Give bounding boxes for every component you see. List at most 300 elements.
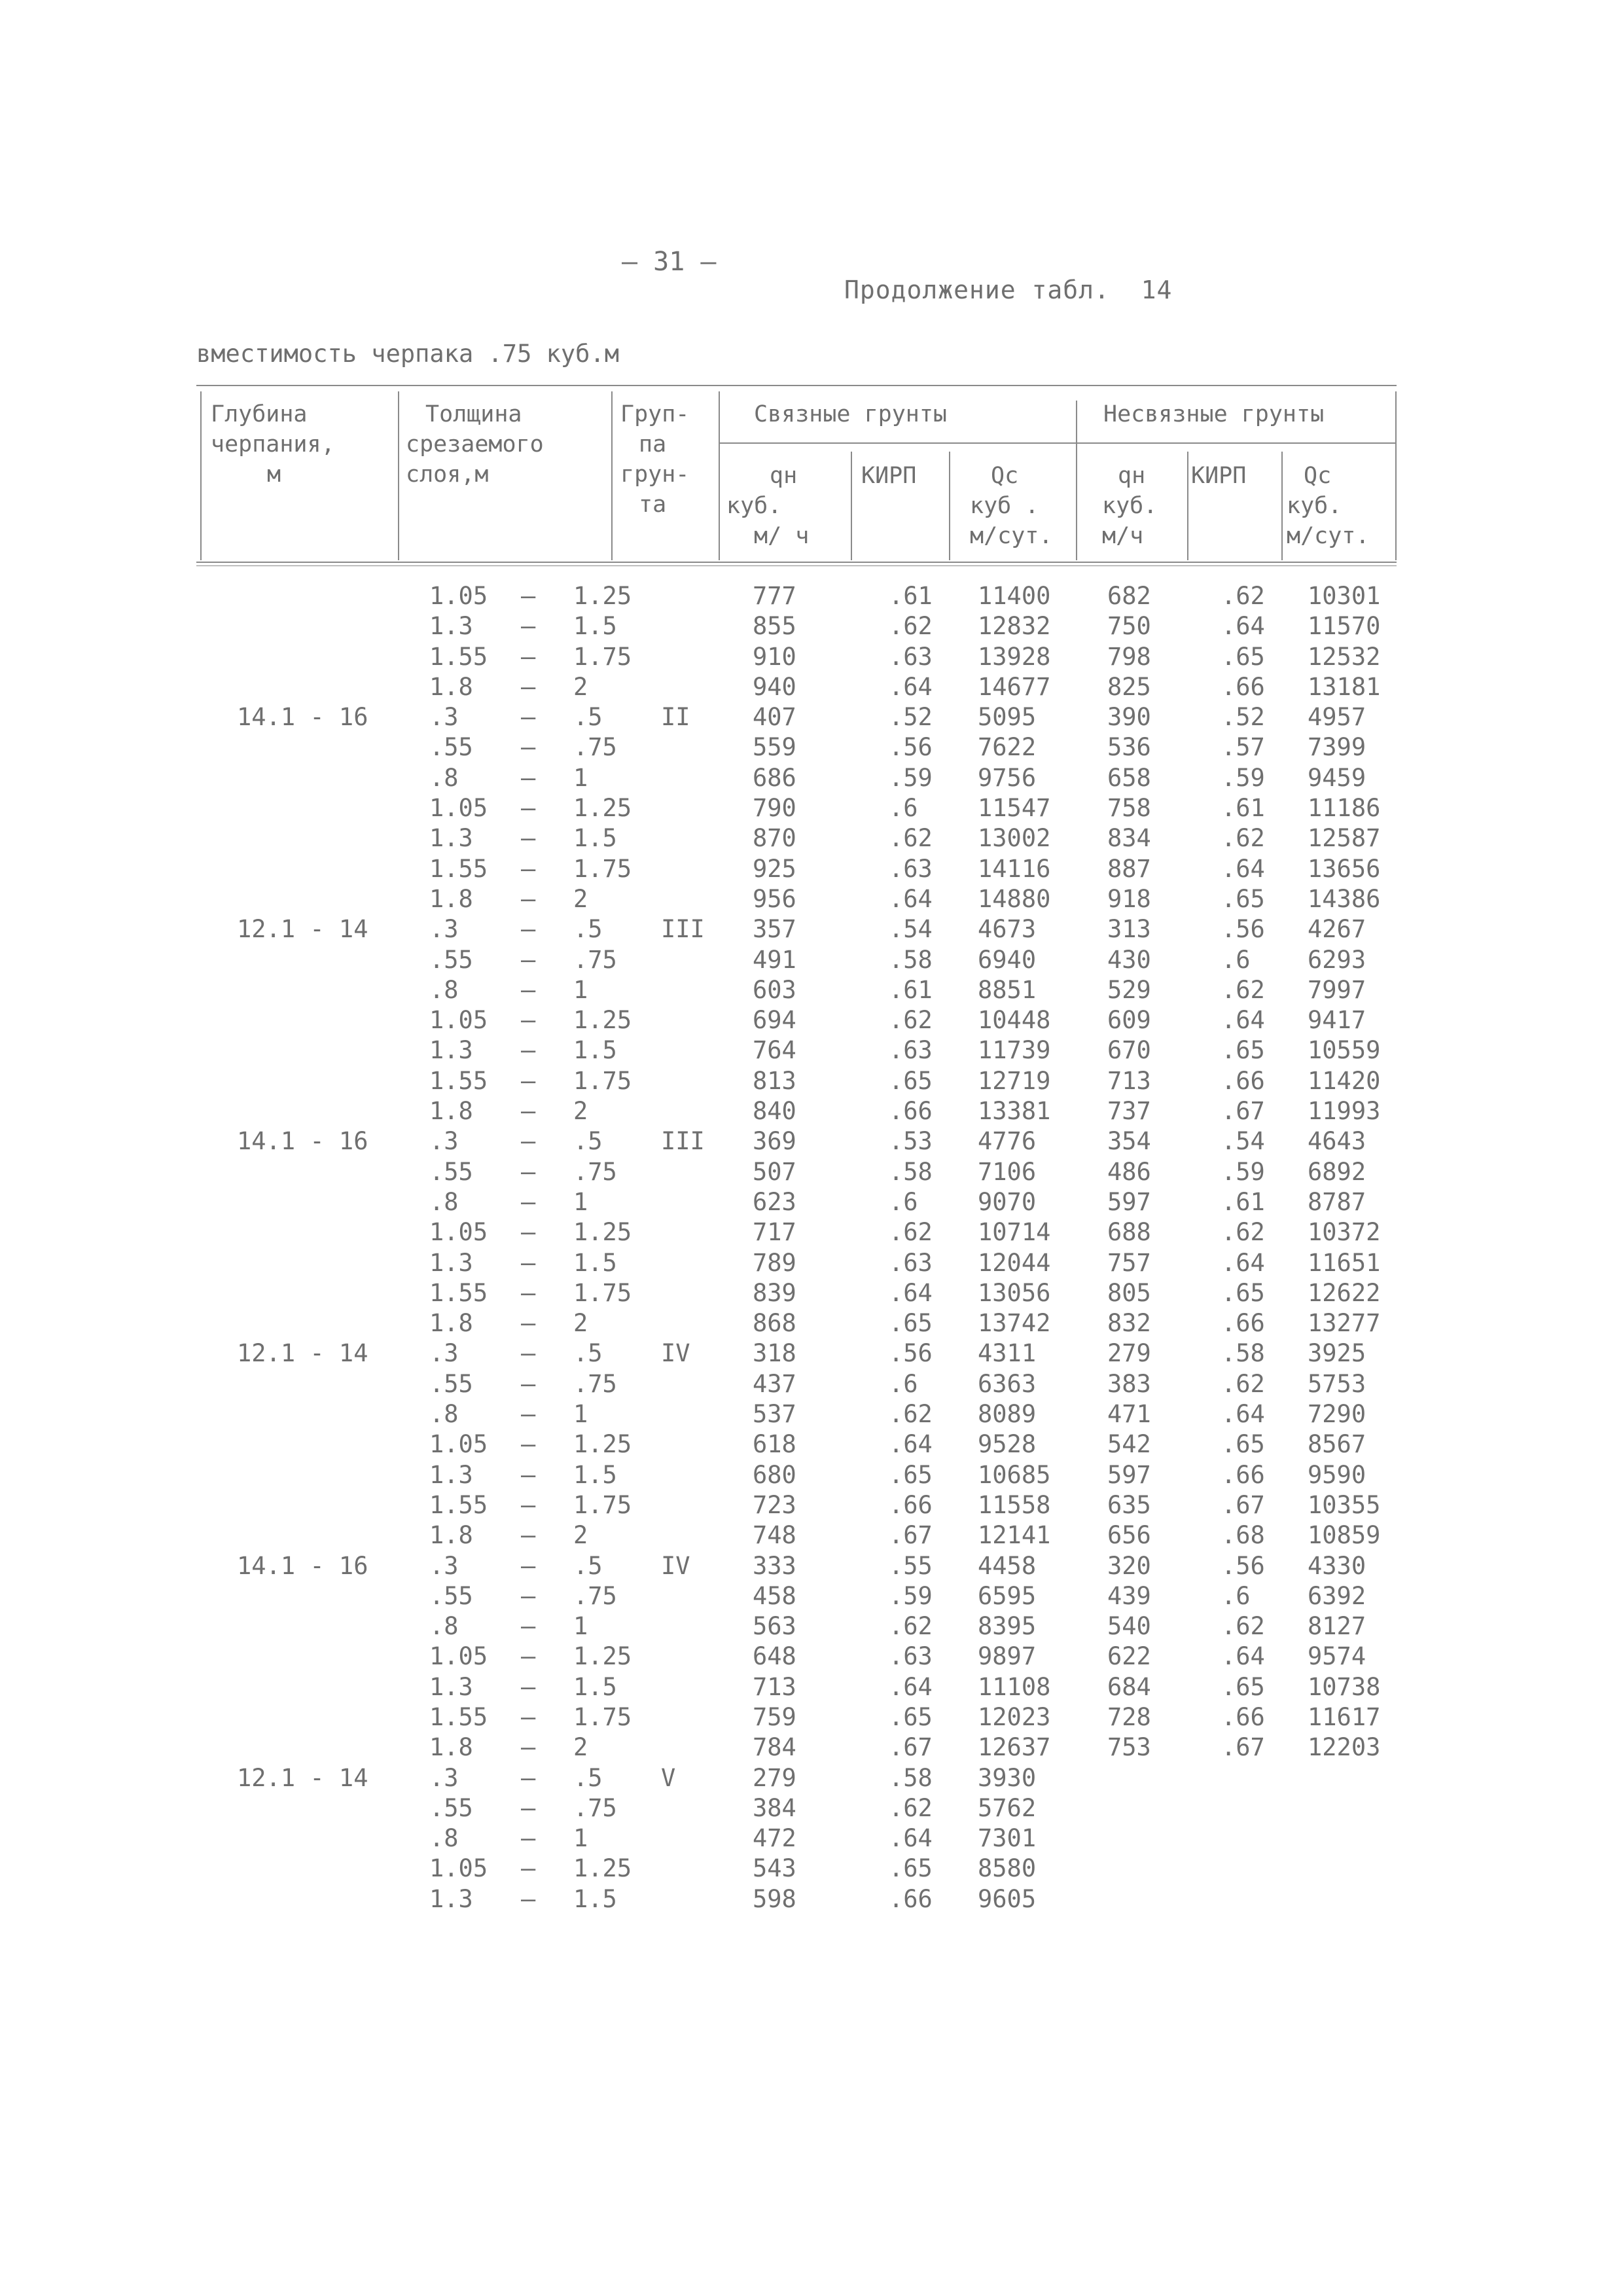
qc-cohesive-cell: 9756 (978, 763, 1037, 792)
thickness-dash: – (521, 672, 536, 701)
qc-cohesive-cell: 8089 (978, 1400, 1037, 1429)
kirp-noncohesive-cell: .61 (1221, 794, 1265, 823)
thickness-from-cell: 1.55 (429, 642, 488, 671)
thickness-dash: – (521, 1157, 536, 1186)
kirp-cohesive-cell: .6 (889, 794, 918, 823)
qc-cohesive-cell: 14116 (978, 854, 1051, 883)
thickness-from-cell: 1.3 (429, 1672, 473, 1701)
table-row (0, 975, 1623, 1005)
kirp-cohesive-cell: .66 (889, 1490, 933, 1519)
thickness-from-cell: 1.55 (429, 1490, 488, 1519)
qc-noncohesive-cell: 7997 (1308, 975, 1366, 1004)
thickness-dash: – (521, 1521, 536, 1550)
qc-noncohesive-cell: 5753 (1308, 1369, 1366, 1398)
qn-noncohesive-cell: 597 (1107, 1187, 1151, 1216)
qc-cohesive-cell: 10448 (978, 1006, 1051, 1035)
qc-noncohesive-cell: 11651 (1308, 1248, 1381, 1277)
qc-cohesive-cell: 11108 (978, 1672, 1051, 1701)
table-row (0, 1460, 1623, 1490)
table-row (0, 1035, 1623, 1066)
qc-cohesive-cell: 12044 (978, 1248, 1051, 1277)
kirp-noncohesive-cell: .61 (1221, 1187, 1265, 1216)
thickness-dash: – (521, 1551, 536, 1580)
thickness-to-cell: 1.25 (573, 1642, 632, 1671)
kirp-noncohesive-cell: .64 (1221, 1400, 1265, 1429)
table-row (0, 1399, 1623, 1429)
qn-cohesive-cell: 694 (753, 1006, 796, 1035)
table-row (0, 914, 1623, 944)
soil-group-cell: V (661, 1763, 676, 1792)
kirp-noncohesive-cell: .56 (1221, 1551, 1265, 1580)
thickness-dash: – (521, 794, 536, 823)
kirp-cohesive-cell: .62 (889, 1612, 933, 1641)
kirp-noncohesive-cell: .62 (1221, 1369, 1265, 1398)
thickness-dash: – (521, 884, 536, 913)
table-row (0, 1308, 1623, 1338)
thickness-dash: – (521, 1339, 536, 1368)
kirp-cohesive-cell: .59 (889, 763, 933, 792)
thickness-dash: – (521, 1460, 536, 1489)
kirp-noncohesive-cell: .66 (1221, 1702, 1265, 1731)
soil-group-cell: II (661, 703, 690, 732)
qc-noncohesive-cell: 3925 (1308, 1339, 1366, 1368)
table-row (0, 793, 1623, 823)
col-divider-left (200, 391, 202, 560)
thickness-to-cell: 1.25 (573, 1218, 632, 1247)
table-row (0, 1338, 1623, 1369)
thickness-dash: – (521, 1430, 536, 1459)
header-qc-noncohesive: Qc куб. м/сут. (1287, 463, 1370, 549)
depth-cell: 12.1 - 14 (237, 1339, 368, 1368)
kirp-cohesive-cell: .63 (889, 1248, 933, 1277)
thickness-to-cell: .5 (573, 915, 603, 944)
kirp-cohesive-cell: .63 (889, 642, 933, 671)
thickness-to-cell: .75 (573, 1369, 617, 1398)
thickness-to-cell: 1.25 (573, 582, 632, 610)
table-row (0, 1551, 1623, 1581)
kirp-noncohesive-cell: .62 (1221, 1612, 1265, 1641)
thickness-from-cell: .3 (429, 915, 459, 944)
qc-noncohesive-cell: 10372 (1308, 1218, 1381, 1247)
thickness-from-cell: 1.8 (429, 1733, 473, 1762)
qn-noncohesive-cell: 832 (1107, 1309, 1151, 1338)
qn-cohesive-cell: 940 (753, 672, 796, 701)
kirp-cohesive-cell: .64 (889, 1278, 933, 1307)
kirp-cohesive-cell: .64 (889, 1430, 933, 1459)
qc-cohesive-cell: 4673 (978, 915, 1037, 944)
thickness-dash: – (521, 703, 536, 732)
qc-cohesive-cell: 13742 (978, 1309, 1051, 1338)
thickness-to-cell: .5 (573, 1127, 603, 1156)
thickness-to-cell: 1.75 (573, 642, 632, 671)
table-row (0, 1823, 1623, 1854)
qn-cohesive-cell: 472 (753, 1824, 796, 1853)
qn-cohesive-cell: 784 (753, 1733, 796, 1762)
thickness-from-cell: 1.55 (429, 1278, 488, 1307)
qc-noncohesive-cell: 8127 (1308, 1612, 1366, 1641)
thickness-from-cell: 1.8 (429, 1097, 473, 1126)
thickness-to-cell: 1.75 (573, 1490, 632, 1519)
thickness-to-cell: 1.5 (573, 1248, 617, 1277)
col-divider-kirp1 (949, 452, 950, 560)
thickness-dash: – (521, 1490, 536, 1519)
table-row (0, 1641, 1623, 1672)
qc-noncohesive-cell: 11186 (1308, 794, 1381, 823)
qn-noncohesive-cell: 825 (1107, 672, 1151, 701)
kirp-noncohesive-cell: .65 (1221, 884, 1265, 913)
qc-noncohesive-cell: 4330 (1308, 1551, 1366, 1580)
kirp-noncohesive-cell: .58 (1221, 1339, 1265, 1368)
qn-cohesive-cell: 507 (753, 1157, 796, 1186)
table-row (0, 1672, 1623, 1702)
qn-cohesive-cell: 855 (753, 612, 796, 641)
qc-noncohesive-cell: 6293 (1308, 945, 1366, 974)
thickness-to-cell: 1 (573, 1612, 588, 1641)
qc-cohesive-cell: 9897 (978, 1642, 1037, 1671)
qc-cohesive-cell: 4458 (978, 1551, 1037, 1580)
kirp-cohesive-cell: .67 (889, 1733, 933, 1762)
qc-noncohesive-cell: 10859 (1308, 1521, 1381, 1550)
qn-cohesive-cell: 559 (753, 733, 796, 762)
kirp-cohesive-cell: .6 (889, 1187, 918, 1216)
thickness-to-cell: .75 (573, 1581, 617, 1610)
thickness-to-cell: 1.75 (573, 1278, 632, 1307)
qc-cohesive-cell: 13002 (978, 824, 1051, 853)
col-divider-depth (398, 391, 399, 560)
kirp-noncohesive-cell: .57 (1221, 733, 1265, 762)
kirp-cohesive-cell: .63 (889, 1036, 933, 1065)
qn-noncohesive-cell: 383 (1107, 1369, 1151, 1398)
qn-cohesive-cell: 790 (753, 794, 796, 823)
thickness-from-cell: .8 (429, 1824, 459, 1853)
thickness-from-cell: 1.05 (429, 1642, 488, 1671)
qc-noncohesive-cell: 13277 (1308, 1309, 1381, 1338)
thickness-dash: – (521, 612, 536, 641)
header-cohesive-soils: Связные грунты (754, 401, 948, 427)
kirp-cohesive-cell: .63 (889, 854, 933, 883)
qn-noncohesive-cell: 656 (1107, 1521, 1151, 1550)
thickness-dash: – (521, 1066, 536, 1095)
qn-cohesive-cell: 384 (753, 1793, 796, 1822)
qc-noncohesive-cell: 12203 (1308, 1733, 1381, 1762)
thickness-dash: – (521, 1248, 536, 1277)
kirp-noncohesive-cell: .65 (1221, 1672, 1265, 1701)
qn-noncohesive-cell: 320 (1107, 1551, 1151, 1580)
table-row (0, 1793, 1623, 1823)
qn-cohesive-cell: 680 (753, 1460, 796, 1489)
thickness-from-cell: 1.8 (429, 672, 473, 701)
kirp-noncohesive-cell: .65 (1221, 1430, 1265, 1459)
thickness-from-cell: .55 (429, 1157, 473, 1186)
qn-cohesive-cell: 910 (753, 642, 796, 671)
kirp-cohesive-cell: .58 (889, 1157, 933, 1186)
header-thickness: Толщина срезаемого слоя,м (406, 401, 544, 488)
thickness-from-cell: .3 (429, 1339, 459, 1368)
thickness-to-cell: 2 (573, 884, 588, 913)
qn-cohesive-cell: 491 (753, 945, 796, 974)
kirp-noncohesive-cell: .6 (1221, 945, 1251, 974)
table-row (0, 763, 1623, 793)
thickness-to-cell: 2 (573, 672, 588, 701)
thickness-dash: – (521, 733, 536, 762)
qc-noncohesive-cell: 9590 (1308, 1460, 1366, 1489)
qc-noncohesive-cell: 6892 (1308, 1157, 1366, 1186)
header-kirp-cohesive: КИРП (861, 463, 917, 489)
qc-noncohesive-cell: 10301 (1308, 582, 1381, 610)
qc-cohesive-cell: 7622 (978, 733, 1037, 762)
kirp-noncohesive-cell: .62 (1221, 1218, 1265, 1247)
thickness-from-cell: 1.3 (429, 1036, 473, 1065)
qc-noncohesive-cell: 4267 (1308, 915, 1366, 944)
qn-noncohesive-cell: 887 (1107, 854, 1151, 883)
qc-noncohesive-cell: 6392 (1308, 1581, 1366, 1610)
qc-noncohesive-cell: 14386 (1308, 884, 1381, 913)
thickness-to-cell: 2 (573, 1521, 588, 1550)
col-divider-kirp2 (1281, 452, 1283, 560)
soil-group-cell: III (661, 915, 705, 944)
header-bottom-rule (196, 562, 1397, 563)
qc-noncohesive-cell: 7399 (1308, 733, 1366, 762)
table-row (0, 1217, 1623, 1247)
qc-noncohesive-cell: 10355 (1308, 1490, 1381, 1519)
kirp-cohesive-cell: .66 (889, 1884, 933, 1913)
thickness-dash: – (521, 1127, 536, 1156)
table-row (0, 1429, 1623, 1460)
thickness-to-cell: .75 (573, 1793, 617, 1822)
table-row (0, 1884, 1623, 1914)
header-qc-cohesive: Qc куб . м/сут. (970, 463, 1053, 549)
thickness-dash: – (521, 1218, 536, 1247)
table-body (0, 581, 1623, 1914)
header-group: Груп- па грун- та (620, 401, 690, 518)
col-divider-cohesive (1076, 401, 1077, 560)
kirp-cohesive-cell: .65 (889, 1309, 933, 1338)
qn-cohesive-cell: 956 (753, 884, 796, 913)
thickness-dash: – (521, 1733, 536, 1762)
kirp-noncohesive-cell: .56 (1221, 915, 1265, 944)
qc-noncohesive-cell: 7290 (1308, 1400, 1366, 1429)
thickness-to-cell: .5 (573, 1339, 603, 1368)
thickness-dash: – (521, 1642, 536, 1671)
thickness-to-cell: 1.75 (573, 854, 632, 883)
qc-noncohesive-cell: 12532 (1308, 642, 1381, 671)
kirp-cohesive-cell: .58 (889, 945, 933, 974)
thickness-from-cell: 1.3 (429, 1884, 473, 1913)
kirp-cohesive-cell: .6 (889, 1369, 918, 1398)
qn-noncohesive-cell: 757 (1107, 1248, 1151, 1277)
qc-cohesive-cell: 11739 (978, 1036, 1051, 1065)
thickness-dash: – (521, 1400, 536, 1429)
table-row (0, 581, 1623, 611)
kirp-cohesive-cell: .62 (889, 1400, 933, 1429)
thickness-to-cell: 1 (573, 975, 588, 1004)
thickness-dash: – (521, 915, 536, 944)
thickness-to-cell: 1.75 (573, 1066, 632, 1095)
qn-noncohesive-cell: 758 (1107, 794, 1151, 823)
qc-cohesive-cell: 13928 (978, 642, 1051, 671)
thickness-to-cell: 1.25 (573, 1006, 632, 1035)
kirp-cohesive-cell: .61 (889, 582, 933, 610)
kirp-noncohesive-cell: .66 (1221, 672, 1265, 701)
table-row (0, 702, 1623, 732)
thickness-from-cell: .55 (429, 945, 473, 974)
qc-cohesive-cell: 4776 (978, 1127, 1037, 1156)
thickness-from-cell: 1.55 (429, 1066, 488, 1095)
thickness-to-cell: 2 (573, 1309, 588, 1338)
qn-cohesive-cell: 840 (753, 1097, 796, 1126)
qn-noncohesive-cell: 279 (1107, 1339, 1151, 1368)
qc-cohesive-cell: 9605 (978, 1884, 1037, 1913)
qn-cohesive-cell: 407 (753, 703, 796, 732)
qn-cohesive-cell: 318 (753, 1339, 796, 1368)
qn-noncohesive-cell: 542 (1107, 1430, 1151, 1459)
thickness-dash: – (521, 945, 536, 974)
thickness-from-cell: 1.05 (429, 794, 488, 823)
qc-noncohesive-cell: 9417 (1308, 1006, 1366, 1035)
kirp-noncohesive-cell: .65 (1221, 1036, 1265, 1065)
qn-cohesive-cell: 618 (753, 1430, 796, 1459)
kirp-noncohesive-cell: .66 (1221, 1460, 1265, 1489)
thickness-dash: – (521, 763, 536, 792)
qc-cohesive-cell: 4311 (978, 1339, 1037, 1368)
soil-group-cell: IV (661, 1551, 690, 1580)
qn-cohesive-cell: 868 (753, 1309, 796, 1338)
thickness-from-cell: 1.3 (429, 824, 473, 853)
thickness-to-cell: 2 (573, 1097, 588, 1126)
table-row (0, 1490, 1623, 1520)
col-divider-group (719, 391, 720, 560)
kirp-cohesive-cell: .64 (889, 672, 933, 701)
table-row (0, 1096, 1623, 1126)
thickness-from-cell: .3 (429, 703, 459, 732)
thickness-from-cell: 1.55 (429, 854, 488, 883)
qn-cohesive-cell: 279 (753, 1763, 796, 1792)
table-row (0, 1126, 1623, 1157)
thickness-to-cell: .5 (573, 1551, 603, 1580)
thickness-to-cell: 1 (573, 1187, 588, 1216)
thickness-dash: – (521, 1187, 536, 1216)
qc-cohesive-cell: 8580 (978, 1854, 1037, 1883)
table-row (0, 1854, 1623, 1884)
bucket-capacity-caption: вместимость черпака .75 куб.м (196, 340, 620, 368)
header-noncohesive-soils: Несвязные грунты (1103, 401, 1325, 427)
qn-cohesive-cell: 713 (753, 1672, 796, 1701)
thickness-dash: – (521, 1006, 536, 1035)
kirp-cohesive-cell: .62 (889, 1218, 933, 1247)
qc-cohesive-cell: 5762 (978, 1793, 1037, 1822)
header-sub-rule (719, 442, 1397, 444)
qn-cohesive-cell: 437 (753, 1369, 796, 1398)
page-number: – 31 – (622, 247, 717, 277)
table-row (0, 672, 1623, 702)
qn-noncohesive-cell: 622 (1107, 1642, 1151, 1671)
thickness-dash: – (521, 1763, 536, 1792)
kirp-noncohesive-cell: .52 (1221, 703, 1265, 732)
qn-noncohesive-cell: 728 (1107, 1702, 1151, 1731)
table-row (0, 945, 1623, 975)
kirp-noncohesive-cell: .65 (1221, 642, 1265, 671)
kirp-cohesive-cell: .65 (889, 1460, 933, 1489)
qc-cohesive-cell: 9070 (978, 1187, 1037, 1216)
qn-cohesive-cell: 717 (753, 1218, 796, 1247)
qc-cohesive-cell: 6595 (978, 1581, 1037, 1610)
table-row (0, 854, 1623, 884)
qn-noncohesive-cell: 313 (1107, 915, 1151, 944)
thickness-to-cell: 1.25 (573, 1430, 632, 1459)
depth-cell: 14.1 - 16 (237, 1127, 368, 1156)
qn-cohesive-cell: 623 (753, 1187, 796, 1216)
qn-cohesive-cell: 813 (753, 1066, 796, 1095)
thickness-dash: – (521, 1612, 536, 1641)
qn-noncohesive-cell: 635 (1107, 1490, 1151, 1519)
kirp-cohesive-cell: .56 (889, 1339, 933, 1368)
thickness-to-cell: .5 (573, 1763, 603, 1792)
depth-cell: 14.1 - 16 (237, 703, 368, 732)
qc-cohesive-cell: 12023 (978, 1702, 1051, 1731)
qn-noncohesive-cell: 536 (1107, 733, 1151, 762)
qc-cohesive-cell: 3930 (978, 1763, 1037, 1792)
kirp-noncohesive-cell: .67 (1221, 1490, 1265, 1519)
kirp-noncohesive-cell: .67 (1221, 1097, 1265, 1126)
qc-cohesive-cell: 12637 (978, 1733, 1051, 1762)
table-row (0, 1369, 1623, 1399)
table-row (0, 1732, 1623, 1763)
kirp-noncohesive-cell: .64 (1221, 854, 1265, 883)
qc-noncohesive-cell: 9574 (1308, 1642, 1366, 1671)
qn-cohesive-cell: 764 (753, 1036, 796, 1065)
qn-cohesive-cell: 839 (753, 1278, 796, 1307)
kirp-cohesive-cell: .61 (889, 975, 933, 1004)
qn-cohesive-cell: 870 (753, 824, 796, 853)
qc-cohesive-cell: 7106 (978, 1157, 1037, 1186)
thickness-dash: – (521, 975, 536, 1004)
thickness-to-cell: .75 (573, 945, 617, 974)
thickness-to-cell: 1.5 (573, 1036, 617, 1065)
qn-noncohesive-cell: 798 (1107, 642, 1151, 671)
thickness-dash: – (521, 642, 536, 671)
kirp-noncohesive-cell: .54 (1221, 1127, 1265, 1156)
thickness-dash: – (521, 1369, 536, 1398)
kirp-noncohesive-cell: .59 (1221, 763, 1265, 792)
kirp-noncohesive-cell: .64 (1221, 1642, 1265, 1671)
qn-cohesive-cell: 603 (753, 975, 796, 1004)
qn-noncohesive-cell: 471 (1107, 1400, 1151, 1429)
thickness-from-cell: .8 (429, 1612, 459, 1641)
qc-cohesive-cell: 5095 (978, 703, 1037, 732)
table-row (0, 1066, 1623, 1096)
qc-cohesive-cell: 10685 (978, 1460, 1051, 1489)
kirp-noncohesive-cell: .65 (1221, 1278, 1265, 1307)
thickness-from-cell: 1.05 (429, 1006, 488, 1035)
thickness-dash: – (521, 1824, 536, 1853)
depth-cell: 12.1 - 14 (237, 1763, 368, 1792)
thickness-to-cell: 1.25 (573, 1854, 632, 1883)
qc-cohesive-cell: 12141 (978, 1521, 1051, 1550)
qn-cohesive-cell: 686 (753, 763, 796, 792)
qn-noncohesive-cell: 834 (1107, 824, 1151, 853)
kirp-cohesive-cell: .55 (889, 1551, 933, 1580)
col-divider-thickness (611, 391, 613, 560)
qn-cohesive-cell: 648 (753, 1642, 796, 1671)
thickness-from-cell: .8 (429, 763, 459, 792)
thickness-dash: – (521, 1672, 536, 1701)
qc-cohesive-cell: 11547 (978, 794, 1051, 823)
kirp-noncohesive-cell: .67 (1221, 1733, 1265, 1762)
thickness-dash: – (521, 1581, 536, 1610)
kirp-noncohesive-cell: .66 (1221, 1066, 1265, 1095)
qc-noncohesive-cell: 4643 (1308, 1127, 1366, 1156)
qn-noncohesive-cell: 486 (1107, 1157, 1151, 1186)
